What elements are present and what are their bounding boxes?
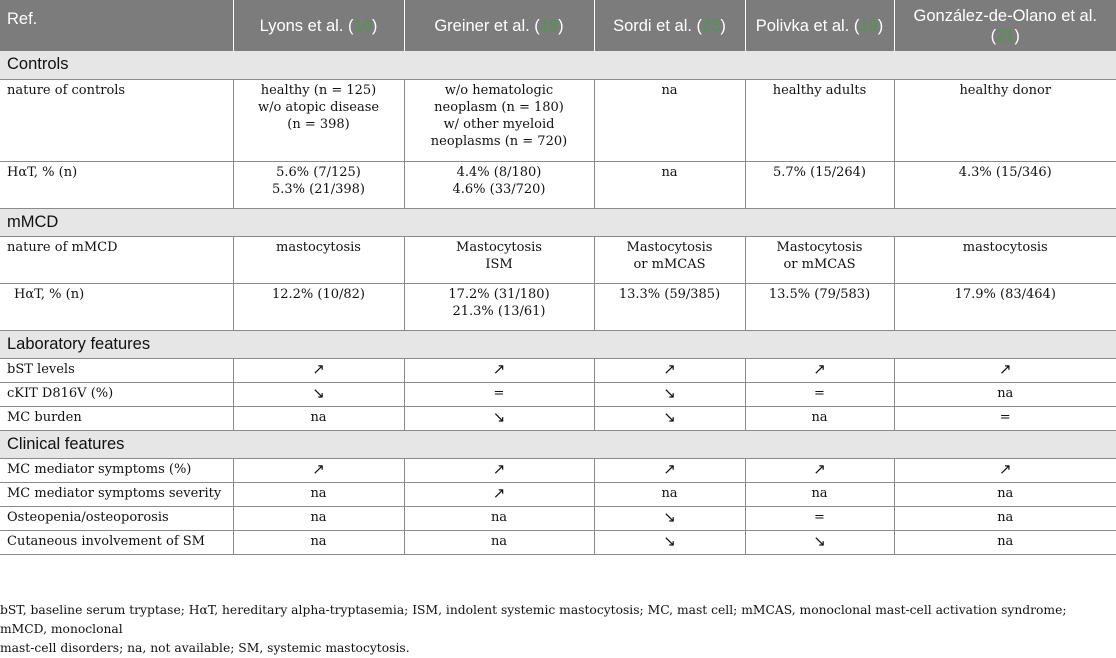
table-cell: ↘: [594, 382, 745, 406]
study-name: Polivka et al. (: [755, 16, 860, 35]
row-label: MC burden: [0, 406, 233, 430]
table-cell: na: [894, 382, 1116, 406]
paren: ): [371, 16, 378, 35]
cell-line: neoplasm (n = 180): [434, 99, 564, 115]
table-cell: na: [233, 530, 404, 554]
table-row: [0, 482, 1116, 506]
section-title: Clinical features: [0, 430, 1116, 458]
table-cell: ↘: [594, 530, 745, 554]
cell-line: w/ other myeloid: [443, 116, 555, 132]
table-row: [0, 382, 1116, 406]
table-cell: ↘: [233, 382, 404, 406]
header-study-polivka: [745, 0, 894, 51]
table-cell: ↗: [594, 458, 745, 482]
table-cell: na: [594, 161, 745, 208]
row-label: nature of mMCD: [0, 236, 233, 283]
row-label: nature of controls: [0, 79, 233, 161]
table-cell: [594, 236, 745, 283]
table-cell: na: [894, 482, 1116, 506]
paren: ): [558, 16, 564, 35]
study-name: González-de-Olano et al. (: [913, 6, 1097, 45]
table-cell: ↗: [404, 458, 594, 482]
cell-line: ISM: [485, 256, 513, 272]
header-ref: Ref.: [0, 0, 233, 51]
table-cell: na: [233, 482, 404, 506]
cell-line: w/o atopic disease: [257, 99, 380, 115]
reference-link[interactable]: 23: [702, 16, 721, 35]
table-cell: na: [233, 506, 404, 530]
header-study-greiner: [404, 0, 594, 51]
footnote-line: mast-cell disorders; na, not available; SM, systemic mastocytosis.: [0, 641, 410, 655]
cell-line: 21.3% (13/61): [452, 303, 546, 319]
section-controls: [0, 51, 1116, 79]
table-cell: ↗: [745, 458, 894, 482]
cell-line: 5.6% (7/125): [276, 164, 361, 180]
cell-line: Mastocytosis: [776, 239, 863, 255]
table-cell: =: [404, 382, 594, 406]
table-cell: ↘: [594, 406, 745, 430]
table-cell: [404, 236, 594, 283]
row-label: HαT, % (n): [0, 161, 233, 208]
table-cell: [404, 283, 594, 330]
row-label: bST levels: [0, 358, 233, 382]
section-title: Laboratory features: [0, 330, 1116, 358]
paren: ): [720, 16, 726, 35]
table-cell: ↘: [404, 406, 594, 430]
footnote-line: bST, baseline serum tryptase; HαT, hereditary alpha-tryptasemia; ISM, indolent systemic mastocytosis; MC, mast cell; mMCAS, monoclonal mast-cell activation syndrome; mMCD, monoclonal: [0, 603, 1067, 636]
table-cell: ↘: [594, 506, 745, 530]
cell-line: 4.4% (8/180): [456, 164, 542, 180]
header-study-sordi: [594, 0, 745, 51]
table-cell: ↗: [594, 358, 745, 382]
table-row: [0, 283, 1116, 330]
cell-line: or mMCAS: [633, 256, 706, 272]
row-label: Osteopenia/osteoporosis: [0, 506, 233, 530]
section-clinical: [0, 430, 1116, 458]
table-cell: na: [894, 530, 1116, 554]
table-cell: ↘: [745, 530, 894, 554]
table-cell: [745, 236, 894, 283]
header-row: [0, 0, 1116, 51]
table-cell: ↗: [894, 458, 1116, 482]
table-footnote: [0, 601, 1116, 658]
table-cell: [233, 79, 404, 161]
table-cell: =: [745, 506, 894, 530]
cell-line: (n = 398): [287, 116, 350, 132]
paren: ): [877, 16, 884, 35]
section-mmcd: [0, 208, 1116, 236]
table-cell: na: [894, 506, 1116, 530]
table-cell: ↗: [404, 358, 594, 382]
table-cell: [404, 79, 594, 161]
table-cell: mastocytosis: [233, 236, 404, 283]
row-label: HαT, % (n): [0, 283, 233, 330]
table-cell: 17.9% (83/464): [894, 283, 1116, 330]
row-label: cKIT D816V (%): [0, 382, 233, 406]
table-row: [0, 236, 1116, 283]
table-cell: ↗: [233, 358, 404, 382]
table-row: [0, 406, 1116, 430]
table-cell: 4.3% (15/346): [894, 161, 1116, 208]
study-name: Lyons et al. (: [259, 16, 354, 35]
paren: ): [1014, 26, 1020, 45]
table-row: [0, 358, 1116, 382]
reference-link[interactable]: 21: [996, 26, 1015, 45]
section-title: Controls: [0, 51, 1116, 79]
table-cell: na: [404, 506, 594, 530]
table-cell: na: [594, 482, 745, 506]
table-row: [0, 161, 1116, 208]
reference-link[interactable]: 19: [859, 16, 878, 35]
table-row: [0, 530, 1116, 554]
table-cell: 13.5% (79/583): [745, 283, 894, 330]
table-cell: na: [745, 406, 894, 430]
table-cell: na: [745, 482, 894, 506]
table-cell: 5.7% (15/264): [745, 161, 894, 208]
cell-line: 17.2% (31/180): [448, 286, 550, 302]
header-study-gonzalez: [894, 0, 1116, 51]
table-cell: na: [404, 530, 594, 554]
cell-line: 5.3% (21/398): [271, 181, 366, 197]
table-cell: =: [894, 406, 1116, 430]
section-lab: [0, 330, 1116, 358]
cell-line: neoplasms (n = 720): [430, 133, 568, 149]
table-cell: [233, 161, 404, 208]
section-title: mMCD: [0, 208, 1116, 236]
cell-line: Mastocytosis: [626, 239, 713, 255]
table-row: [0, 79, 1116, 161]
table-cell: na: [233, 406, 404, 430]
table-cell: ↗: [233, 458, 404, 482]
study-name: Greiner et al. (: [434, 16, 540, 35]
study-name: Sordi et al. (: [613, 16, 703, 35]
table-cell: =: [745, 382, 894, 406]
header-study-lyons: [233, 0, 404, 51]
table-cell: ↗: [745, 358, 894, 382]
table-cell: na: [594, 79, 745, 161]
cell-line: or mMCAS: [783, 256, 856, 272]
cell-line: healthy (n = 125): [260, 82, 377, 98]
table-row: [0, 506, 1116, 530]
cell-line: w/o hematologic: [444, 82, 554, 98]
cell-line: Mastocytosis: [456, 239, 542, 255]
table-cell: mastocytosis: [894, 236, 1116, 283]
table-cell: ↗: [404, 482, 594, 506]
table-cell: [404, 161, 594, 208]
row-label: Cutaneous involvement of SM: [0, 530, 233, 554]
table-cell: ↗: [894, 358, 1116, 382]
row-label: MC mediator symptoms (%): [0, 458, 233, 482]
table-cell: 12.2% (10/82): [233, 283, 404, 330]
reference-link[interactable]: 16: [353, 16, 372, 35]
reference-link[interactable]: 18: [539, 16, 559, 35]
table-cell: healthy donor: [894, 79, 1116, 161]
table-cell: 13.3% (59/385): [594, 283, 745, 330]
row-label: MC mediator symptoms severity: [0, 482, 233, 506]
table-row: [0, 458, 1116, 482]
cell-line: 4.6% (33/720): [452, 181, 546, 197]
table-cell: healthy adults: [745, 79, 894, 161]
